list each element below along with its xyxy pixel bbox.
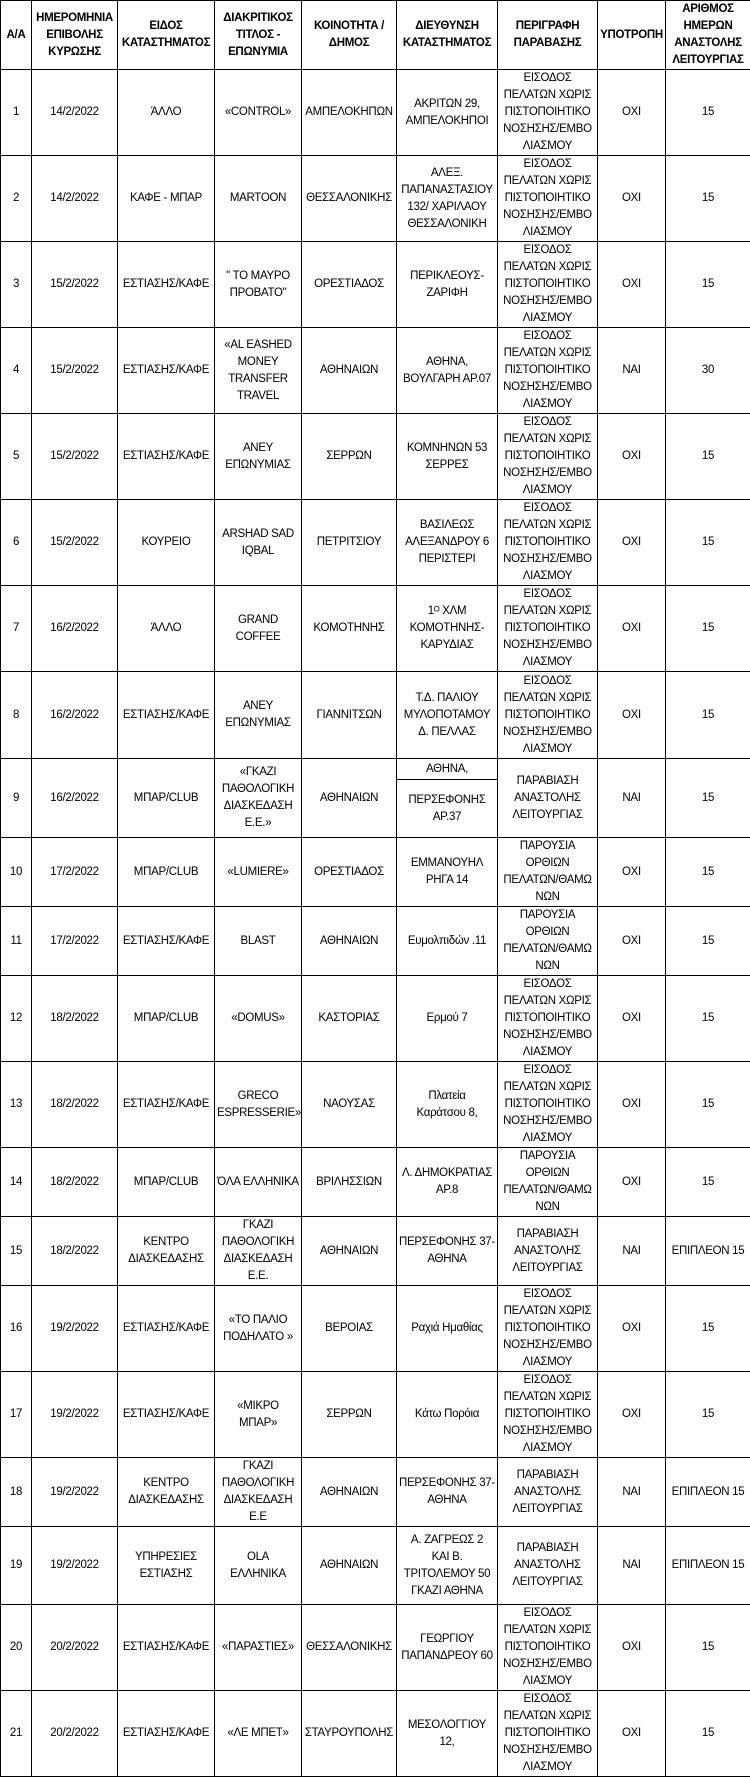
cell-community: ΟΡΕΣΤΙΑΔΟΣ <box>302 838 397 907</box>
cell-aa: 18 <box>1 1458 32 1527</box>
cell-title: ΓΚΑΖΙ ΠΑΘΟΛΟΓΙΚΗ ΔΙΑΣΚΕΔΑΣΗ Ε.Ε. <box>215 1217 302 1286</box>
table-row <box>1 1062 750 1148</box>
cell-days: 15 <box>666 976 750 1062</box>
cell-aa: 6 <box>1 500 32 586</box>
cell-title: ΑΝΕΥ ΕΠΩΝΥΜΙΑΣ <box>215 672 302 759</box>
cell-aa: 8 <box>1 672 32 759</box>
table-row <box>1 156 750 242</box>
address-line-top: ΑΘΗΝΑ, <box>397 759 497 780</box>
cell-address: Ευμολπιδών .11 <box>397 907 498 976</box>
cell-violation: ΕΙΣΟΔΟΣ ΠΕΛΑΤΩΝ ΧΩΡΙΣ ΠΙΣΤΟΠΟΙΗΤΙΚΟ ΝΟΣΗΣΗΣ/ΕΜΒΟ ΛΙΑΣΜΟΥ <box>498 500 598 586</box>
cell-days: 15 <box>666 242 750 328</box>
cell-store-type: ΕΣΤΙΑΣΗΣ/ΚΑΦΕ <box>118 1605 215 1691</box>
cell-title: «ΛΕ ΜΠΕΤ» <box>215 1691 302 1777</box>
cell-title: «ΠΑΡΑΣΤΙΕΣ» <box>215 1605 302 1691</box>
cell-store-type: ΜΠΑΡ/CLUB <box>118 1148 215 1217</box>
cell-violation: ΠΑΡΟΥΣΙΑ ΟΡΘΙΩΝ ΠΕΛΑΤΩΝ/ΘΑΜΩ ΝΩΝ <box>498 1148 598 1217</box>
table-row <box>1 70 750 156</box>
cell-address: ΠΕΡΣΕΦΟΝΗΣ 37- ΑΘΗΝΑ <box>397 1458 498 1527</box>
cell-date: 18/2/2022 <box>32 1062 118 1148</box>
cell-date: 16/2/2022 <box>32 759 118 838</box>
cell-store-type: ΕΣΤΙΑΣΗΣ/ΚΑΦΕ <box>118 1062 215 1148</box>
header-store-type: ΕΙΔΟΣ ΚΑΤΑΣΤΗΜΑΤΟΣ <box>118 1 215 70</box>
cell-aa: 15 <box>1 1217 32 1286</box>
cell-repeat: ΟΧΙ <box>598 672 666 759</box>
cell-store-type: ΆΛΛΟ <box>118 586 215 672</box>
cell-date: 15/2/2022 <box>32 242 118 328</box>
cell-violation: ΕΙΣΟΔΟΣ ΠΕΛΑΤΩΝ ΧΩΡΙΣ ΠΙΣΤΟΠΟΙΗΤΙΚΟ ΝΟΣΗΣΗΣ/ΕΜΒΟ ΛΙΑΣΜΟΥ <box>498 672 598 759</box>
cell-address: Λ. ΔΗΜΟΚΡΑΤΙΑΣ ΑΡ.8 <box>397 1148 498 1217</box>
cell-title: GRAND COFFEE <box>215 586 302 672</box>
cell-repeat: ΟΧΙ <box>598 838 666 907</box>
cell-title: " ΤΟ ΜΑΥΡΟ ΠΡΟΒΑΤΟ" <box>215 242 302 328</box>
cell-violation: ΠΑΡΟΥΣΙΑ ΟΡΘΙΩΝ ΠΕΛΑΤΩΝ/ΘΑΜΩ ΝΩΝ <box>498 907 598 976</box>
table-row <box>1 1217 750 1286</box>
cell-days: 15 <box>666 586 750 672</box>
table-row <box>1 1286 750 1372</box>
cell-date: 20/2/2022 <box>32 1605 118 1691</box>
cell-days: 15 <box>666 1062 750 1148</box>
cell-days: 15 <box>666 759 750 838</box>
cell-title: «CONTROL» <box>215 70 302 156</box>
table-row <box>1 586 750 672</box>
cell-address: Κάτω Πορόια <box>397 1372 498 1458</box>
table-row <box>1 1458 750 1527</box>
cell-days: 15 <box>666 907 750 976</box>
cell-repeat: ΟΧΙ <box>598 907 666 976</box>
cell-address: ΕΜΜΑΝΟΥΗΛ ΡΗΓΑ 14 <box>397 838 498 907</box>
cell-aa: 13 <box>1 1062 32 1148</box>
cell-date: 18/2/2022 <box>32 1217 118 1286</box>
cell-store-type: ΜΠΑΡ/CLUB <box>118 838 215 907</box>
cell-days: 15 <box>666 1691 750 1777</box>
cell-days: ΕΠΙΠΛΕΟΝ 15 <box>666 1458 750 1527</box>
cell-title: «DOMUS» <box>215 976 302 1062</box>
cell-aa: 3 <box>1 242 32 328</box>
cell-address: Ραχιά Ημαθίας <box>397 1286 498 1372</box>
cell-community: ΑΘΗΝΑΙΩΝ <box>302 328 397 414</box>
cell-store-type: ΕΣΤΙΑΣΗΣ/ΚΑΦΕ <box>118 907 215 976</box>
table-row <box>1 759 750 838</box>
cell-violation: ΕΙΣΟΔΟΣ ΠΕΛΑΤΩΝ ΧΩΡΙΣ ΠΙΣΤΟΠΟΙΗΤΙΚΟ ΝΟΣΗΣΗΣ/ΕΜΒΟ ΛΙΑΣΜΟΥ <box>498 328 598 414</box>
table-body <box>1 70 750 1777</box>
cell-address: Πλατεία Καράτσου 8, <box>397 1062 498 1148</box>
cell-title: ΑΝΕΥ ΕΠΩΝΥΜΙΑΣ <box>215 414 302 500</box>
cell-aa: 17 <box>1 1372 32 1458</box>
cell-address: ΒΑΣΙΛΕΩΣ ΑΛΕΞΑΝΔΡΟΥ 6 ΠΕΡΙΣΤΕΡΙ <box>397 500 498 586</box>
cell-aa: 20 <box>1 1605 32 1691</box>
table-row <box>1 907 750 976</box>
header-repeat: ΥΠΟΤΡΟΠΗ <box>598 1 666 70</box>
cell-community: ΣΕΡΡΩΝ <box>302 414 397 500</box>
cell-aa: 14 <box>1 1148 32 1217</box>
header-aa: Α/Α <box>1 1 32 70</box>
cell-community: ΑΜΠΕΛΟΚΗΠΩΝ <box>302 70 397 156</box>
cell-repeat: ΟΧΙ <box>598 156 666 242</box>
cell-violation: ΠΑΡΑΒΙΑΣΗ ΑΝΑΣΤΟΛΗΣ ΛΕΙΤΟΥΡΓΙΑΣ <box>498 1458 598 1527</box>
cell-aa: 11 <box>1 907 32 976</box>
cell-date: 15/2/2022 <box>32 414 118 500</box>
header-days: ΑΡΙΘΜΟΣ ΗΜΕΡΩΝ ΑΝΑΣΤΟΛΗΣ ΛΕΙΤΟΥΡΓΙΑΣ <box>666 1 750 70</box>
cell-aa: 5 <box>1 414 32 500</box>
table-row <box>1 1148 750 1217</box>
cell-address: Τ.Δ. ΠΑΛΙΟΥ ΜΥΛΟΠΟΤΑΜΟΥ Δ. ΠΕΛΛΑΣ <box>397 672 498 759</box>
table-row <box>1 838 750 907</box>
cell-address: ΜΕΣΟΛΟΓΓΙΟΥ 12, <box>397 1691 498 1777</box>
cell-repeat: ΝΑΙ <box>598 1527 666 1605</box>
cell-store-type: ΆΛΛΟ <box>118 70 215 156</box>
cell-address: ΓΕΩΡΓΙΟΥ ΠΑΠΑΝΔΡΕΟΥ 60 <box>397 1605 498 1691</box>
cell-store-type: ΚΟΥΡΕΙΟ <box>118 500 215 586</box>
cell-days: 15 <box>666 1148 750 1217</box>
table-row <box>1 1372 750 1458</box>
cell-date: 19/2/2022 <box>32 1286 118 1372</box>
cell-days: ΕΠΙΠΛΕΟΝ 15 <box>666 1527 750 1605</box>
cell-violation: ΠΑΡΟΥΣΙΑ ΟΡΘΙΩΝ ΠΕΛΑΤΩΝ/ΘΑΜΩ ΝΩΝ <box>498 838 598 907</box>
header-community: ΚΟΙΝΟΤΗΤΑ / ΔΗΜΟΣ <box>302 1 397 70</box>
cell-address: ΑΚΡΙΤΩΝ 29, ΑΜΠΕΛΟΚΗΠΟΙ <box>397 70 498 156</box>
cell-violation: ΕΙΣΟΔΟΣ ΠΕΛΑΤΩΝ ΧΩΡΙΣ ΠΙΣΤΟΠΟΙΗΤΙΚΟ ΝΟΣΗΣΗΣ/ΕΜΒΟ ΛΙΑΣΜΟΥ <box>498 1062 598 1148</box>
header-violation: ΠΕΡΙΓΡΑΦΗ ΠΑΡΑΒΑΣΗΣ <box>498 1 598 70</box>
table-row <box>1 1605 750 1691</box>
cell-repeat: ΟΧΙ <box>598 1148 666 1217</box>
table-row <box>1 414 750 500</box>
cell-store-type: ΕΣΤΙΑΣΗΣ/ΚΑΦΕ <box>118 1286 215 1372</box>
cell-repeat: ΝΑΙ <box>598 328 666 414</box>
cell-title: OLA ΕΛΛΗΝΙΚΑ <box>215 1527 302 1605</box>
cell-violation: ΕΙΣΟΔΟΣ ΠΕΛΑΤΩΝ ΧΩΡΙΣ ΠΙΣΤΟΠΟΙΗΤΙΚΟ ΝΟΣΗΣΗΣ/ΕΜΒΟ ΛΙΑΣΜΟΥ <box>498 156 598 242</box>
cell-repeat: ΟΧΙ <box>598 976 666 1062</box>
cell-title: GRECO ESPRESSERIE» <box>215 1062 302 1148</box>
cell-aa: 12 <box>1 976 32 1062</box>
cell-days: ΕΠΙΠΛΕΟΝ 15 <box>666 1217 750 1286</box>
table-row <box>1 328 750 414</box>
cell-repeat: ΟΧΙ <box>598 500 666 586</box>
cell-title: ΌΛΑ ΕΛΛΗΝΙΚΑ <box>215 1148 302 1217</box>
cell-store-type: ΕΣΤΙΑΣΗΣ/ΚΑΦΕ <box>118 242 215 328</box>
cell-address: ΠΕΡΣΕΦΟΝΗΣ 37- ΑΘΗΝΑ <box>397 1217 498 1286</box>
cell-aa: 1 <box>1 70 32 156</box>
cell-address: ΚΟΜΝΗΝΩΝ 53 ΣΕΡΡΕΣ <box>397 414 498 500</box>
cell-date: 14/2/2022 <box>32 70 118 156</box>
cell-violation: ΕΙΣΟΔΟΣ ΠΕΛΑΤΩΝ ΧΩΡΙΣ ΠΙΣΤΟΠΟΙΗΤΙΚΟ ΝΟΣΗΣΗΣ/ΕΜΒΟ ΛΙΑΣΜΟΥ <box>498 242 598 328</box>
cell-repeat: ΟΧΙ <box>598 1605 666 1691</box>
cell-date: 18/2/2022 <box>32 976 118 1062</box>
table-row <box>1 672 750 759</box>
cell-address: Ερμού 7 <box>397 976 498 1062</box>
cell-date: 17/2/2022 <box>32 838 118 907</box>
cell-community: ΣΤΑΥΡΟΥΠΟΛΗΣ <box>302 1691 397 1777</box>
cell-store-type: ΕΣΤΙΑΣΗΣ/ΚΑΦΕ <box>118 328 215 414</box>
cell-community: ΚΟΜΟΤΗΝΗΣ <box>302 586 397 672</box>
cell-store-type: ΚΕΝΤΡΟ ΔΙΑΣΚΕΔΑΣΗΣ <box>118 1458 215 1527</box>
header-address: ΔΙΕΥΘΥΝΣΗ ΚΑΤΑΣΤΗΜΑΤΟΣ <box>397 1 498 70</box>
cell-violation: ΕΙΣΟΔΟΣ ΠΕΛΑΤΩΝ ΧΩΡΙΣ ΠΙΣΤΟΠΟΙΗΤΙΚΟ ΝΟΣΗΣΗΣ/ΕΜΒΟ ΛΙΑΣΜΟΥ <box>498 70 598 156</box>
cell-days: 15 <box>666 156 750 242</box>
cell-store-type: ΕΣΤΙΑΣΗΣ/ΚΑΦΕ <box>118 1372 215 1458</box>
cell-date: 18/2/2022 <box>32 1148 118 1217</box>
header-title: ΔΙΑΚΡΙΤΙΚΟΣ ΤΙΤΛΟΣ - ΕΠΩΝΥΜΙΑ <box>215 1 302 70</box>
cell-community: ΑΘΗΝΑΙΩΝ <box>302 759 397 838</box>
cell-violation: ΕΙΣΟΔΟΣ ΠΕΛΑΤΩΝ ΧΩΡΙΣ ΠΙΣΤΟΠΟΙΗΤΙΚΟ ΝΟΣΗΣΗΣ/ΕΜΒΟ ΛΙΑΣΜΟΥ <box>498 1286 598 1372</box>
cell-community: ΘΕΣΣΑΛΟΝΙΚΗΣ <box>302 156 397 242</box>
cell-address: ΠΕΡΙΚΛΕΟΥΣ- ΖΑΡΙΦΗ <box>397 242 498 328</box>
cell-repeat: ΟΧΙ <box>598 586 666 672</box>
cell-store-type: ΕΣΤΙΑΣΗΣ/ΚΑΦΕ <box>118 1691 215 1777</box>
address-line-bottom: ΠΕΡΣΕΦΟΝΗΣ ΑΡ.37 <box>397 780 497 837</box>
cell-violation: ΕΙΣΟΔΟΣ ΠΕΛΑΤΩΝ ΧΩΡΙΣ ΠΙΣΤΟΠΟΙΗΤΙΚΟ ΝΟΣΗΣΗΣ/ΕΜΒΟ ΛΙΑΣΜΟΥ <box>498 976 598 1062</box>
header-date: ΗΜΕΡΟΜΗΝΙΑ ΕΠΙΒΟΛΗΣ ΚΥΡΩΣΗΣ <box>32 1 118 70</box>
cell-community: ΒΡΙΛΗΣΣΙΩΝ <box>302 1148 397 1217</box>
cell-repeat: ΝΑΙ <box>598 1458 666 1527</box>
cell-title: «ΓΚΑΖΙ ΠΑΘΟΛΟΓΙΚΗ ΔΙΑΣΚΕΔΑΣΗ Ε.Ε.» <box>215 759 302 838</box>
cell-title: «ΤΟ ΠΑΛΙΟ ΠΟΔΗΛΑΤΟ » <box>215 1286 302 1372</box>
cell-date: 15/2/2022 <box>32 500 118 586</box>
cell-repeat: ΝΑΙ <box>598 759 666 838</box>
cell-address: Α. ΖΑΓΡΕΩΣ 2 ΚΑΙ Β. ΤΡΙΤΟΛΕΜΟΥ 50 ΓΚΑΖΙ ΑΘΗΝΑ <box>397 1527 498 1605</box>
cell-store-type: ΕΣΤΙΑΣΗΣ/ΚΑΦΕ <box>118 414 215 500</box>
cell-violation: ΠΑΡΑΒΙΑΣΗ ΑΝΑΣΤΟΛΗΣ ΛΕΙΤΟΥΡΓΙΑΣ <box>498 1527 598 1605</box>
cell-community: ΑΘΗΝΑΙΩΝ <box>302 907 397 976</box>
cell-aa: 10 <box>1 838 32 907</box>
cell-community: ΘΕΣΣΑΛΟΝΙΚΗΣ <box>302 1605 397 1691</box>
cell-violation: ΠΑΡΑΒΙΑΣΗ ΑΝΑΣΤΟΛΗΣ ΛΕΙΤΟΥΡΓΙΑΣ <box>498 1217 598 1286</box>
cell-aa: 21 <box>1 1691 32 1777</box>
cell-aa: 7 <box>1 586 32 672</box>
cell-aa: 4 <box>1 328 32 414</box>
cell-aa: 16 <box>1 1286 32 1372</box>
cell-title: ARSHAD SAD IQBAL <box>215 500 302 586</box>
cell-community: ΒΕΡΟΙΑΣ <box>302 1286 397 1372</box>
cell-violation: ΕΙΣΟΔΟΣ ΠΕΛΑΤΩΝ ΧΩΡΙΣ ΠΙΣΤΟΠΟΙΗΤΙΚΟ ΝΟΣΗΣΗΣ/ΕΜΒΟ ΛΙΑΣΜΟΥ <box>498 414 598 500</box>
cell-days: 15 <box>666 1372 750 1458</box>
cell-store-type: ΜΠΑΡ/CLUB <box>118 976 215 1062</box>
cell-title: «AL EASHED MONEY TRANSFER TRAVEL <box>215 328 302 414</box>
cell-repeat: ΟΧΙ <box>598 242 666 328</box>
cell-community: ΓΙΑΝΝΙΤΣΩΝ <box>302 672 397 759</box>
cell-date: 17/2/2022 <box>32 907 118 976</box>
cell-title: BLAST <box>215 907 302 976</box>
header-row <box>1 1 750 70</box>
cell-date: 15/2/2022 <box>32 328 118 414</box>
cell-address: 1ᴼ ΧΛΜ ΚΟΜΟΤΗΝΗΣ- ΚΑΡΥΔΙΑΣ <box>397 586 498 672</box>
cell-repeat: ΟΧΙ <box>598 414 666 500</box>
cell-date: 19/2/2022 <box>32 1458 118 1527</box>
cell-title: MARTOON <box>215 156 302 242</box>
cell-days: 15 <box>666 838 750 907</box>
cell-title: ΓΚΑΖΙ ΠΑΘΟΛΟΓΙΚΗ ΔΙΑΣΚΕΔΑΣΗ Ε.Ε <box>215 1458 302 1527</box>
cell-repeat: ΟΧΙ <box>598 1372 666 1458</box>
cell-days: 30 <box>666 328 750 414</box>
cell-aa: 19 <box>1 1527 32 1605</box>
table-row <box>1 500 750 586</box>
cell-days: 15 <box>666 672 750 759</box>
table-row <box>1 242 750 328</box>
cell-date: 16/2/2022 <box>32 586 118 672</box>
cell-community: ΑΘΗΝΑΙΩΝ <box>302 1458 397 1527</box>
cell-days: 15 <box>666 1286 750 1372</box>
table-row <box>1 1691 750 1777</box>
cell-aa: 2 <box>1 156 32 242</box>
cell-store-type: ΕΣΤΙΑΣΗΣ/ΚΑΦΕ <box>118 672 215 759</box>
cell-violation: ΕΙΣΟΔΟΣ ΠΕΛΑΤΩΝ ΧΩΡΙΣ ΠΙΣΤΟΠΟΙΗΤΙΚΟ ΝΟΣΗΣΗΣ/ΕΜΒΟ ΛΙΑΣΜΟΥ <box>498 1372 598 1458</box>
cell-date: 19/2/2022 <box>32 1527 118 1605</box>
cell-repeat: ΟΧΙ <box>598 70 666 156</box>
table-row <box>1 1527 750 1605</box>
cell-aa: 9 <box>1 759 32 838</box>
cell-days: 15 <box>666 70 750 156</box>
cell-days: 15 <box>666 1605 750 1691</box>
cell-date: 16/2/2022 <box>32 672 118 759</box>
cell-violation: ΕΙΣΟΔΟΣ ΠΕΛΑΤΩΝ ΧΩΡΙΣ ΠΙΣΤΟΠΟΙΗΤΙΚΟ ΝΟΣΗΣΗΣ/ΕΜΒΟ ΛΙΑΣΜΟΥ <box>498 1605 598 1691</box>
cell-address: ΑΛΕΞ. ΠΑΠΑΝΑΣΤΑΣΙΟΥ 132/ ΧΑΡΙΛΑΟΥ ΘΕΣΣΑΛΟΝΙΚΗ <box>397 156 498 242</box>
cell-violation: ΕΙΣΟΔΟΣ ΠΕΛΑΤΩΝ ΧΩΡΙΣ ΠΙΣΤΟΠΟΙΗΤΙΚΟ ΝΟΣΗΣΗΣ/ΕΜΒΟ ΛΙΑΣΜΟΥ <box>498 1691 598 1777</box>
cell-repeat: ΟΧΙ <box>598 1286 666 1372</box>
cell-date: 19/2/2022 <box>32 1372 118 1458</box>
cell-store-type: ΜΠΑΡ/CLUB <box>118 759 215 838</box>
cell-title: «ΜΙΚΡΟ ΜΠΑΡ» <box>215 1372 302 1458</box>
cell-address <box>397 759 498 838</box>
cell-community: ΠΕΤΡΙΤΣΙΟΥ <box>302 500 397 586</box>
cell-store-type: ΚΑΦΕ - ΜΠΑΡ <box>118 156 215 242</box>
cell-community: ΚΑΣΤΟΡΙΑΣ <box>302 976 397 1062</box>
cell-violation: ΠΑΡΑΒΙΑΣΗ ΑΝΑΣΤΟΛΗΣ ΛΕΙΤΟΥΡΓΙΑΣ <box>498 759 598 838</box>
table-row <box>1 976 750 1062</box>
cell-repeat: ΟΧΙ <box>598 1691 666 1777</box>
cell-community: ΑΘΗΝΑΙΩΝ <box>302 1527 397 1605</box>
cell-store-type: ΥΠΗΡΕΣΙΕΣ ΕΣΤΙΑΣΗΣ <box>118 1527 215 1605</box>
cell-date: 14/2/2022 <box>32 156 118 242</box>
cell-repeat: ΟΧΙ <box>598 1062 666 1148</box>
cell-violation: ΕΙΣΟΔΟΣ ΠΕΛΑΤΩΝ ΧΩΡΙΣ ΠΙΣΤΟΠΟΙΗΤΙΚΟ ΝΟΣΗΣΗΣ/ΕΜΒΟ ΛΙΑΣΜΟΥ <box>498 586 598 672</box>
cell-community: ΟΡΕΣΤΙΑΔΟΣ <box>302 242 397 328</box>
cell-community: ΑΘΗΝΑΙΩΝ <box>302 1217 397 1286</box>
cell-repeat: ΝΑΙ <box>598 1217 666 1286</box>
cell-title: «LUMIERE» <box>215 838 302 907</box>
cell-address: ΑΘΗΝΑ, ΒΟΥΛΓΑΡΗ ΑΡ.07 <box>397 328 498 414</box>
cell-days: 15 <box>666 500 750 586</box>
cell-community: ΝΑΟΥΣΑΣ <box>302 1062 397 1148</box>
cell-days: 15 <box>666 414 750 500</box>
cell-date: 20/2/2022 <box>32 1691 118 1777</box>
cell-community: ΣΕΡΡΩΝ <box>302 1372 397 1458</box>
cell-store-type: ΚΕΝΤΡΟ ΔΙΑΣΚΕΔΑΣΗΣ <box>118 1217 215 1286</box>
